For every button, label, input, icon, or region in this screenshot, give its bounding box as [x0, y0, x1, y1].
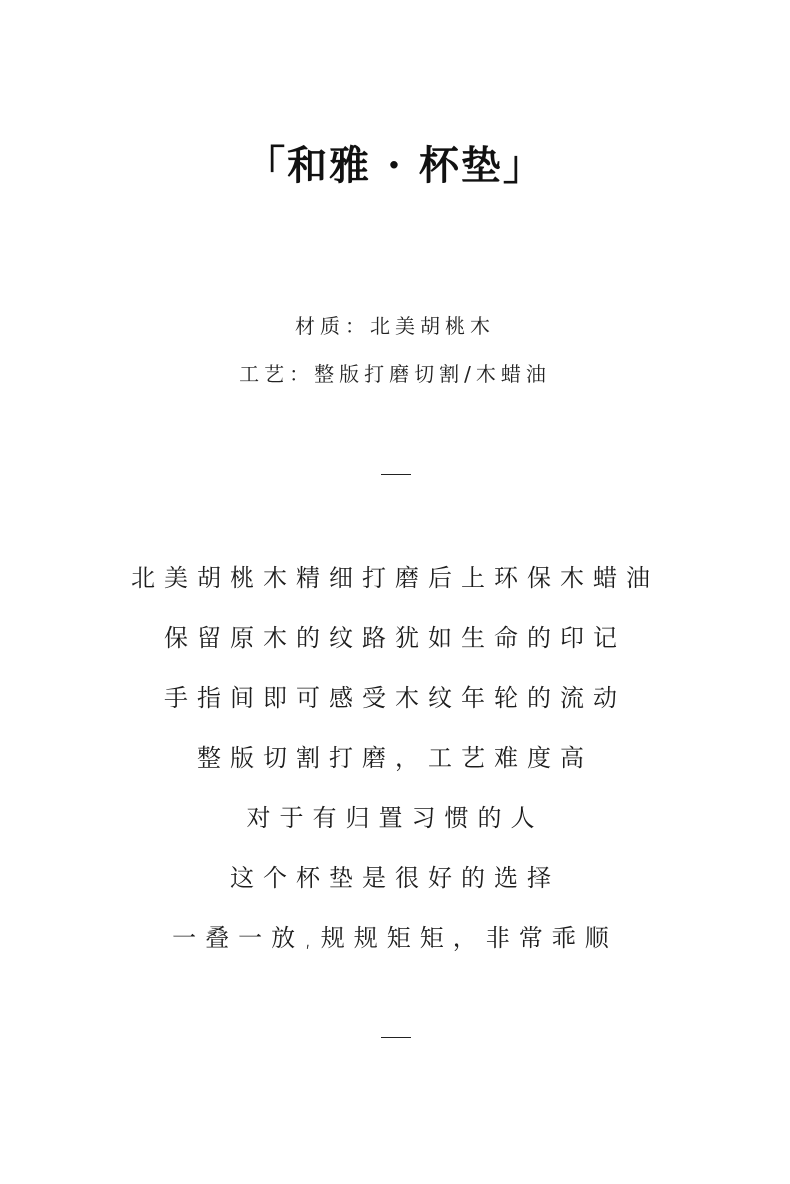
product-title: 「和雅 · 杯垫」 — [245, 142, 545, 189]
description-line: 这个杯垫是很好的选择 — [230, 864, 560, 892]
material-spec: 材质：北美胡桃木 — [295, 314, 495, 338]
description-line: 对于有归置习惯的人 — [246, 804, 544, 832]
divider-bottom — [381, 1037, 411, 1038]
description-line: 一叠一放,规规矩矩，非常乖顺 — [172, 924, 618, 952]
description-lines — [0, 558, 790, 978]
description-line: 手指间即可感受木纹年轮的流动 — [164, 684, 626, 712]
divider-top — [381, 474, 411, 475]
description-line: 北美胡桃木精细打磨后上环保木蜡油 — [131, 564, 659, 592]
craft-spec: 工艺：整版打磨切割/木蜡油 — [239, 362, 551, 386]
description-line: 整版切割打磨，工艺难度高 — [197, 744, 593, 772]
description-line: 保留原木的纹路犹如生命的印记 — [164, 624, 626, 652]
